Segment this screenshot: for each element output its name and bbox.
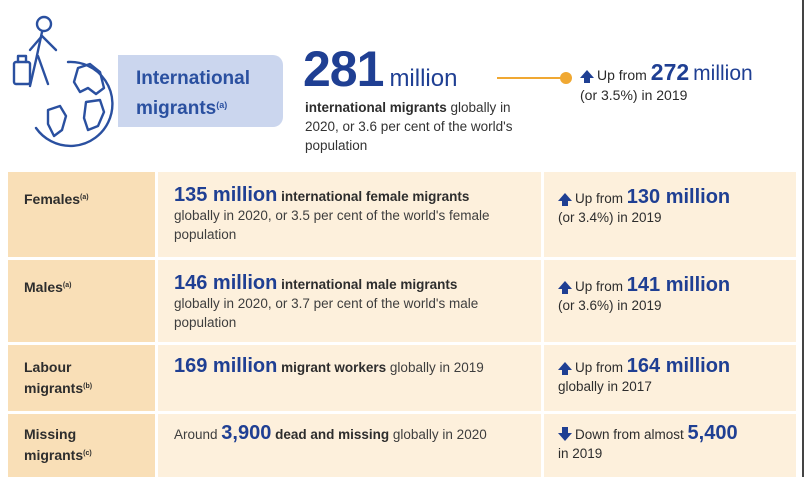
hero-up-unit: million [693,62,753,85]
up-arrow-icon [558,281,572,289]
hero-label-note: (a) [216,100,228,110]
row-label [8,260,155,342]
row-rest-text: globally in 2019 [386,360,484,375]
row-lead-text: migrant workers [277,360,387,375]
row-rest-text: globally in 2020 [389,427,487,442]
trend-prefix: Down from almost [575,427,688,442]
row-rest-text: globally in 2020, or 3.5 per cent of the world's female population [174,208,490,242]
row-lead-number: 135 million [174,184,278,206]
trend-number: 5,400 [687,422,738,444]
row-description [158,414,541,477]
row-description [158,260,541,342]
trend-number: 130 million [626,186,731,208]
row-lead-number: 146 million [174,272,278,294]
up-arrow-icon [558,362,572,370]
trend-number: 141 million [626,274,731,296]
trend-suffix: in 2019 [558,446,603,461]
row-description [158,172,541,257]
row-pre-text: Around [174,427,222,442]
row-label [8,345,155,411]
table-row-missing-migrants [8,414,796,477]
row-description [158,345,541,411]
row-label [8,414,155,477]
row-lead-text: international male migrants [277,277,458,292]
migration-stats-table [8,172,796,477]
hero-label [136,66,286,122]
row-lead-text: international female migrants [277,189,470,204]
row-label-text: Males [24,279,63,295]
trend-suffix: (or 3.4%) in 2019 [558,210,662,225]
row-label-text: Females [24,191,81,207]
hero-unit: million [389,65,458,92]
trend-number: 164 million [626,355,731,377]
trend-prefix: Up from [575,279,627,294]
connector-dot [560,72,572,84]
table-row-females [8,172,796,257]
row-trend [544,172,796,257]
hero-figure [303,40,457,98]
row-label [8,172,155,257]
table-row-labour-migrants [8,345,796,411]
down-arrow-icon [558,433,572,441]
row-label-line2: migrants [24,380,84,396]
row-trend [544,345,796,411]
up-arrow-icon [580,70,594,78]
row-note: (a) [62,282,72,289]
hero-description [305,98,545,155]
hero-up-prefix: Up from [597,67,647,83]
row-trend [544,414,796,477]
row-note: (a) [80,194,89,201]
hero-desc-rest: globally in 2020, or 3.6 per cent of the world's population [305,100,513,153]
hero-desc-bold: international migrants [305,100,447,115]
row-trend [544,260,796,342]
hero-number: 281 [303,41,384,97]
trend-suffix: globally in 2017 [558,379,652,394]
row-note: (b) [83,383,93,390]
migrant-globe-icon [8,10,126,150]
up-arrow-icon [558,193,572,201]
row-note: (c) [83,450,92,457]
trend-prefix: Up from [575,360,627,375]
hero-up-suffix: (or 3.5%) in 2019 [580,87,688,103]
row-label-line1: Missing [24,426,77,442]
row-rest-text: globally in 2020, or 3.7 per cent of the world's male population [174,296,479,330]
trend-suffix: (or 3.6%) in 2019 [558,298,662,313]
row-label-line1: Labour [24,359,72,375]
hero-up-number: 272 [650,59,690,85]
row-lead-number: 3,900 [221,422,272,444]
row-label-line2: migrants [24,447,84,463]
hero-trend [580,59,753,105]
hero-label-line1: International [136,68,251,89]
table-row-males [8,260,796,342]
hero-label-line2: migrants [136,98,217,119]
row-lead-number: 169 million [174,355,278,377]
trend-prefix: Up from [575,191,627,206]
row-lead-text: dead and missing [271,427,390,442]
connector-line [497,77,563,79]
